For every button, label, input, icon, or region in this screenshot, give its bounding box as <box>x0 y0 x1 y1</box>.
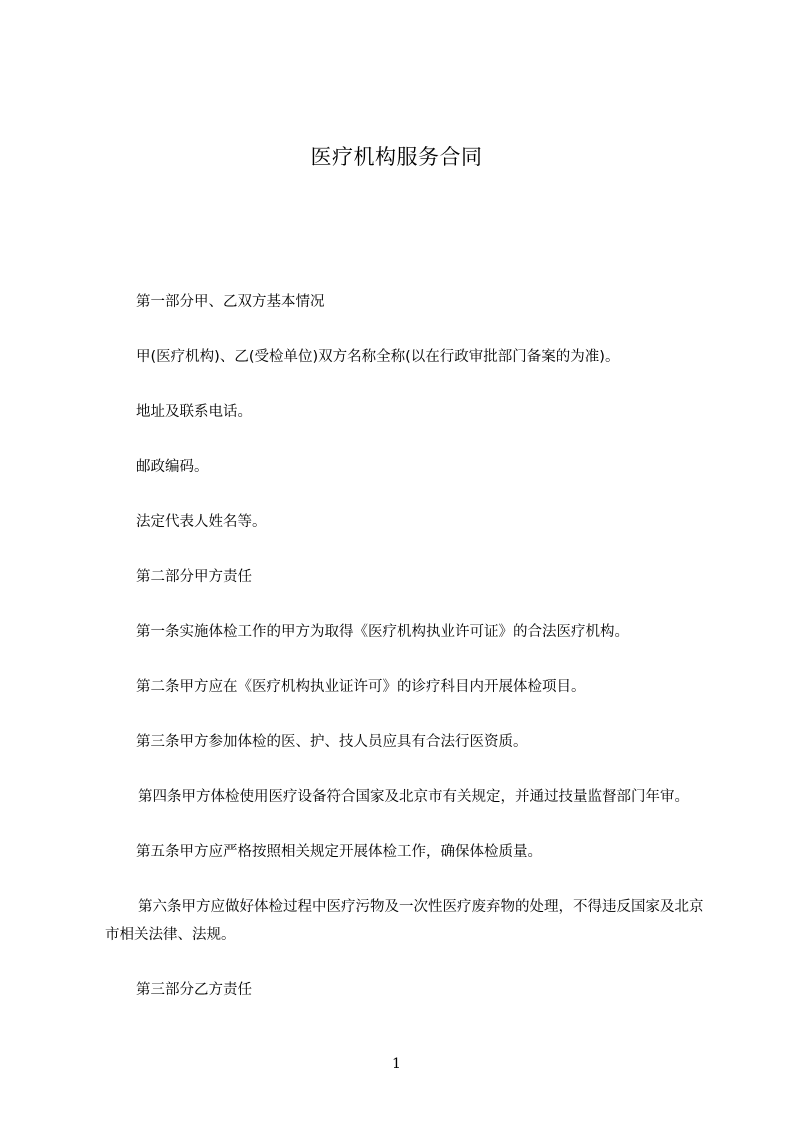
document-title: 医疗机构服务合同 <box>310 145 483 169</box>
section-heading-part-one: 第一部分甲、乙双方基本情况 <box>136 294 325 310</box>
article-five: 第五条甲方应严格按照相关规定开展体检工作，确保体检质量。 <box>136 844 542 860</box>
article-two: 第二条甲方应在《医疗机构执业证许可》的诊疗科目内开展体检项目。 <box>136 679 586 695</box>
page-number: 1 <box>392 1056 401 1072</box>
section-heading-part-three: 第三部分乙方责任 <box>136 982 252 998</box>
document-body <box>105 288 707 1031</box>
paragraph-postal-code: 邮政编码。 <box>136 459 209 475</box>
article-four: 第四条甲方体检使用医疗设备符合国家及北京市有关规定，并通过技量监督部门年审。 <box>138 789 689 805</box>
section-heading-part-two: 第二部分甲方责任 <box>136 569 252 585</box>
paragraph-address-phone: 地址及联系电话。 <box>136 404 252 420</box>
article-three: 第三条甲方参加体检的医、护、技人员应具有合法行医资质。 <box>136 734 528 750</box>
article-six: 第六条甲方应做好体检过程中医疗污物及一次性医疗废弃物的处理，不得违反国家及北京市相关法律、法规。 <box>105 899 704 943</box>
paragraph-legal-representative: 法定代表人姓名等。 <box>136 514 267 530</box>
paragraph-party-names: 甲(医疗机构)、乙(受检单位)双方名称全称(以在行政审批部门备案的为准)。 <box>136 349 620 365</box>
article-one: 第一条实施体检工作的甲方为取得《医疗机构执业许可证》的合法医疗机构。 <box>136 624 629 640</box>
